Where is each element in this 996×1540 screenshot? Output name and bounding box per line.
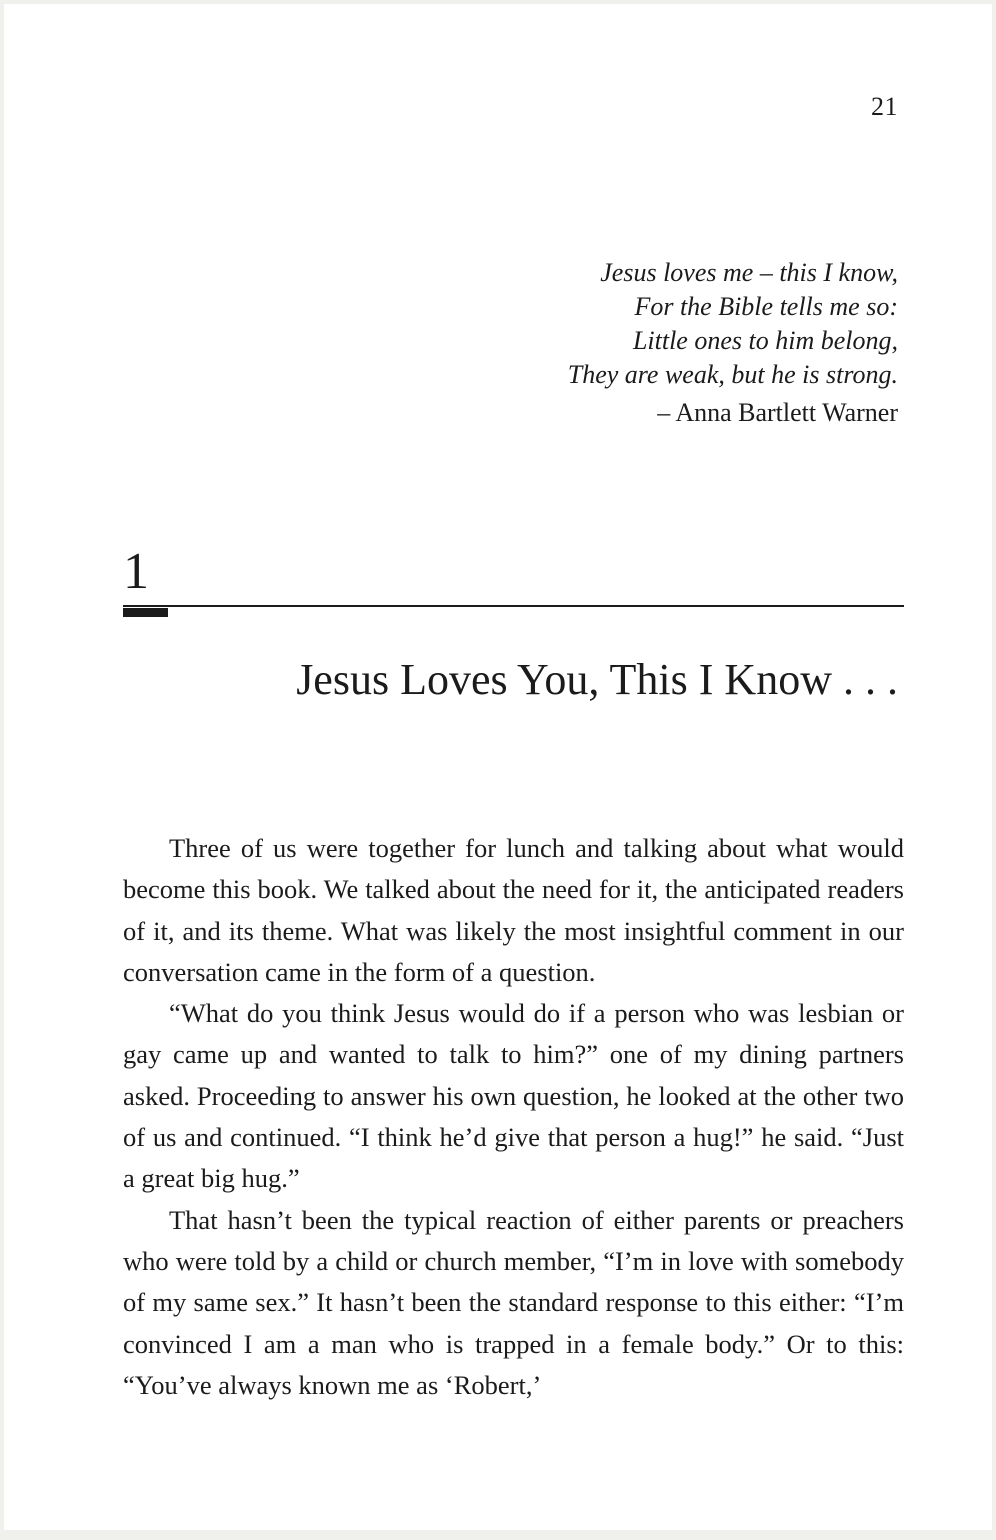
epigraph-line: They are weak, but he is strong. (567, 360, 898, 389)
epigraph-line: Jesus loves me – this I know, (600, 258, 898, 287)
page-number: 21 (871, 92, 898, 121)
epigraph-attribution: – Anna Bartlett Warner (657, 398, 898, 427)
epigraph (568, 256, 898, 430)
chapter-title: Jesus Loves You, This I Know . . . (296, 655, 898, 704)
chapter-number: 1 (123, 543, 149, 600)
paragraph: That hasn’t been the typical reaction of either parents or preachers who were told by a child or church member, “I’m in love with somebody of my same sex.” It hasn’t been the standard response to this either: “I’m convinced I am a man who is trapped in a female body.” Or to this: “You’ve always known me as ‘Robert,’ (123, 1204, 904, 1400)
paragraph: Three of us were together for lunch and talking about what would become this book. We talked about the need for it, the anticipated readers of it, and its theme. What was likely the most insightful comment in our conversation came in the form of a question. (123, 833, 904, 987)
body-text (123, 828, 904, 1406)
chapter-rule-accent (123, 608, 168, 617)
chapter-rule (123, 605, 904, 607)
epigraph-line: For the Bible tells me so: (634, 292, 898, 321)
book-page (4, 4, 992, 1530)
paragraph: “What do you think Jesus would do if a person who was lesbian or gay came up and wanted to talk to him?” one of my dining partners asked. Proceeding to answer his own question, he looked at the other two of us and continued. “I think he’d give that person a hug!” he said. “Just a great big hug.” (123, 998, 904, 1194)
epigraph-line: Little ones to him belong, (632, 326, 898, 355)
